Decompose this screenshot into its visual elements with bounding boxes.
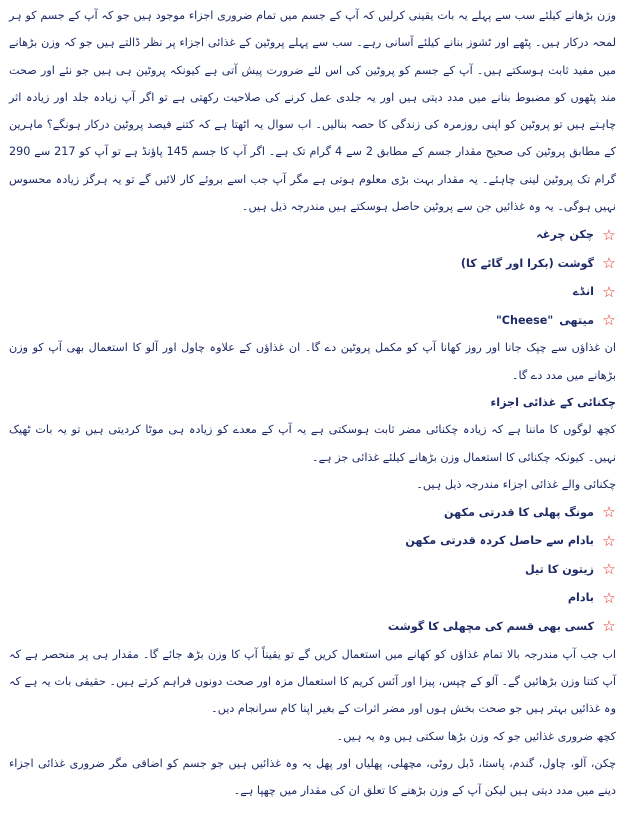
item-label: گوشت (بکرا اور گائے کا) [460, 256, 594, 270]
item-label: زیتون کا تیل [524, 562, 594, 576]
list-item [9, 612, 616, 641]
quantity-paragraph: اب جب آپ مندرجہ بالا تمام غذاؤں کو کھانے میں استعمال کریں گے تو یقیناً آپ کا وزن بڑھ جائے گا۔ مقدار ہی پر منحصر ہے کہ آپ کتنا وزن بڑھائیں گے۔ آلو کے چپس، پیزا اور آئس کریم کا استعمال مزہ اور صحت دونوں فراہم کرتے ہیں۔ حقیقی بات یہ ہے کہ وہ غذائیں بہتر ہیں جو صحت بخش ہوں اور مضر اثرات کے بغیر اپنا کام سرانجام دیں۔ [9, 647, 616, 716]
list-item [9, 220, 616, 249]
star-outline-icon: ☆ [602, 311, 616, 330]
list-item [9, 527, 616, 556]
item-label: بادام [567, 591, 594, 605]
item-label: میتھی [559, 313, 594, 327]
list-item [9, 584, 616, 613]
list-item [9, 498, 616, 527]
fat-section-heading: چکنائی کے غذائی اجزاء [490, 395, 616, 409]
closing-paragraph: چکن، آلو، چاول، گندم، پاستا، ڈبل روٹی، مچھلی، پھلیاں اور پھل یہ وہ غذائیں ہیں جو جسم کو اضافی مگر ضروری غذائی اجزاء دینے میں مدد دیتی ہیں لیکن آپ کے وزن بڑھنے کا تعلق ان کی مقدار میں چھپا ہے۔ [9, 756, 616, 798]
essential-foods-intro: کچھ ضروری غذائیں جو کہ وزن بڑھا سکتی ہیں وہ یہ ہیں۔ [336, 729, 616, 743]
star-outline-icon: ☆ [602, 282, 616, 301]
intro-paragraph: وزن بڑھانے کیلئے سب سے پہلے یہ بات یقینی کرلیں کہ آپ کے جسم میں تمام ضروری اجزاء موجود ہیں جو کہ آپ کے جسم کو ہر لمحہ درکار ہیں۔ پٹھے اور ٹشوز بنانے کیلئے آسانی رہے۔ سب سے پہلے پروٹین کے غذائی اجزاء پر نظر ڈالتے ہیں جو کہ وزن بڑھانے میں مفید ثابت ہوسکتے ہیں۔ آپ کے جسم کو پروٹین کی اس لئے ضرورت پیش آتی ہے کیونکہ پروٹین ہی ہیں جو نئے اور صحت مند پٹھوں کو مضبوط بنانے میں مدد دیتی ہیں اور یہ جلدی عمل کرنے کی صلاحیت رکھتی ہے تو اگر آپ زیادہ جلد اور زیادہ اثر چاہتے ہیں تو پروٹین کو اپنی روزمرہ کی زندگی کا حصہ بنالیں۔ اب سوال یہ اٹھتا ہے کہ کتنے فیصد پروٹین درکار ہونگے؟ ماہرین کے مطابق پروٹین کی صحیح مقدار جسم کے مطابق 2 سے 4 گرام تک ہے۔ اگر آپ کا جسم 145 پاؤنڈ ہے تو آپ کو 217 سے 290 گرام تک پروٹین لینی چاہئے۔ یہ مقدار بہت بڑی معلوم ہوتی ہے مگر آپ جب اسے بروئے کار لائیں گے تو یہ ہرگز زیادہ محسوس نہیں ہوگی۔ یہ وہ غذائیں جن سے پروٹین حاصل ہوسکتے ہیں مندرجہ ذیل ہیں۔ [9, 9, 617, 214]
list-item [9, 555, 616, 584]
fat-intro-paragraph: کچھ لوگوں کا ماننا ہے کہ زیادہ چکنائی مضر ثابت ہوسکتی ہے یہ آپ کے معدے کو زیادہ ہی موٹا کردیتی ہیں تو یہ بات ٹھیک نہیں۔ کیونکہ چکنائی کا استعمال وزن بڑھانے کیلئے غذائی جز ہے۔ [9, 423, 616, 464]
protein-summary-paragraph: ان غذاؤں سے چپک جانا اور روز کھانا آپ کو مکمل پروٹین دے گا۔ ان غذاؤں کے علاوہ چاول اور آلو کا استعمال بھی آپ کو وزن بڑھانے میں مدد دے گا۔ [9, 341, 616, 382]
fat-foods-list [9, 498, 616, 641]
item-label: انڈے [572, 285, 594, 299]
star-outline-icon: ☆ [602, 503, 616, 522]
star-outline-icon: ☆ [602, 560, 616, 579]
item-label: چکن چرغہ [536, 228, 594, 242]
star-outline-icon: ☆ [602, 588, 616, 607]
fat-list-intro: چکنائی والے غذائی اجزاء مندرجہ ذیل ہیں۔ [416, 477, 616, 491]
star-outline-icon: ☆ [602, 225, 616, 244]
item-english-label: "Cheese" [495, 313, 554, 327]
item-label: بادام سے حاصل کردہ قدرتی مکھن [405, 534, 594, 548]
item-label: کسی بھی قسم کی مچھلی کا گوشت [387, 619, 594, 633]
star-outline-icon: ☆ [602, 254, 616, 273]
list-item [9, 277, 616, 306]
list-item [9, 306, 616, 335]
item-label: مونگ پھلی کا قدرتی مکھن [444, 505, 594, 519]
list-item [9, 249, 616, 278]
star-outline-icon: ☆ [602, 531, 616, 550]
protein-foods-list [9, 220, 616, 334]
star-outline-icon: ☆ [602, 617, 616, 636]
